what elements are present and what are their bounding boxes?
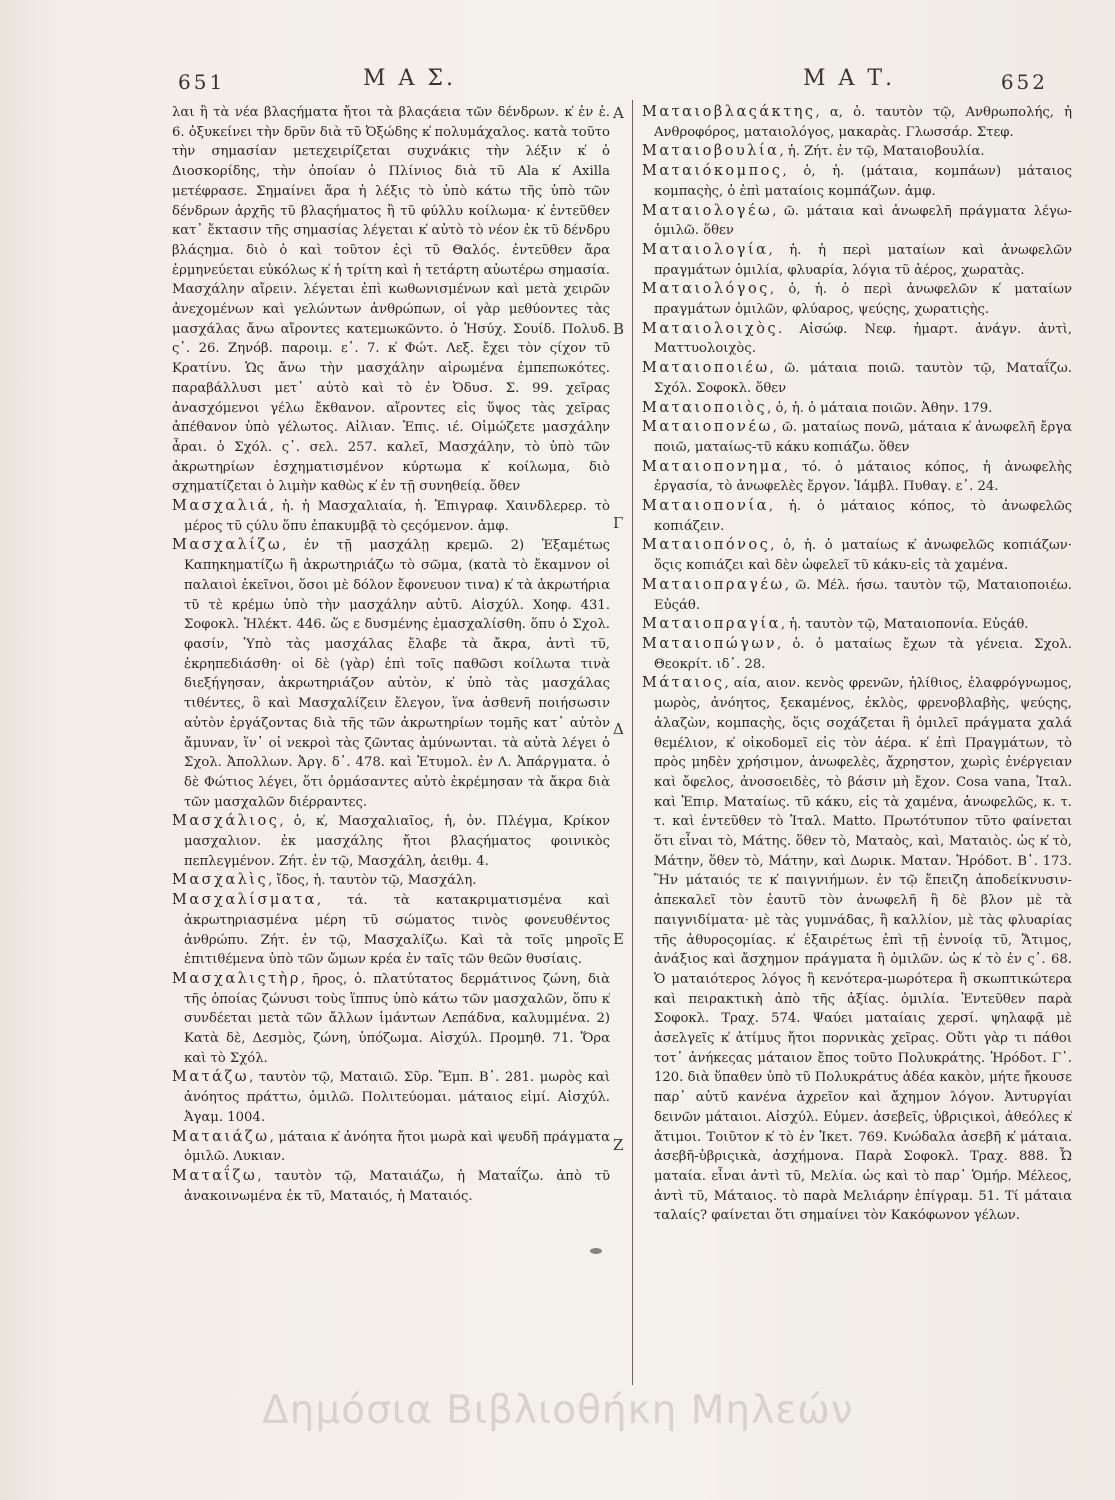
entry-definition: , ἴδος, ἡ. ταυτὸν τῷ, Μασχάλη. [268, 873, 477, 889]
right-running-head: Μ Α Τ. [803, 66, 896, 91]
entry-definition: , αία, αιον. κενὸς φρενῶν, ἠλίθιος, ἐλαφρόγνωμος, μωρὸς, ἀνόητος, ξεκαμένος, ἐκλὸς, φρενοβλαβὴς, ψεύςης, ἀλαζὼν, κομπαςὴς, ὅςις σοχάζεται ἢ ὁμιλεῖ πράγματα χαλά θεμέλιον, κ̕ οἰκοδομεῖ εἰς τὸν ἀέρα. κ̕ ἐπὶ Πραγμάτων, τὸ πρὸς μηδὲν χρήσιμον, ἀνωφελὲς, ἄχρηστον, χωρὶς ἐνέργειαν καὶ ὄφελος, ἀνοσοειδὲς, τὸ βάσιν μὴ ἔχον. Cosa vana, Ἰταλ. καὶ Ἐπιρ. Ματαίως. τῦ κάκυ, εἰς τὰ χαμένα, ἀνωφελῶς, κ. τ. τ. καὶ ἐντεῦθεν τὸ Ἰταλ. Matto. Πρωτότυπον τῦτο φαίνεται ὅτι εἶναι τὸ, Μάτης. ὅθεν τὸ, Ματαὸς, καὶ, Ματαιὸς. ὡς κ̕ τὸ, Μάτην, ὅθεν τὸ, Μάτην, καὶ Δωρικ. Ματαν. Ἡρόδοτ. Β᾽. 173. Ἢν μάταιός τε κ̕ παιγνιήμων. ἐν τῷ ἔπειζη ἀποδείκνυσιν-ἀπεκαλεῖ τὸν ἑαυτῦ τὸν ἀνωφελῆ ἢ δὲ βλον μὲ τὰ παιγνιδίματα· μὲ τὰς γυμνάδας, ἢ καλλίον, μὲ τὰς φλυαρίας τῆς ἀθυροςομίας. κ̕ ἐξαιρέτως ἐπὶ τῇ ἐννοίᾳ τῦ, Ἄτιμος, ἀνάξιος καὶ ἄσχημον πράγματα ἢ ὁμιλῶν. ὡς κ̕ τὸ ἐν ς᾽. 68. Ὁ ματαιότερος λόγος ἢ κενότερα-μωρότερα ἢ σκωπτικώτερα καὶ πειρακτικὴ ἀπὸ τῆς ἀξίας. ὁμιλία. Ἐντεῦθεν παρὰ Σοφοκλ. Τραχ. 574. Ψαύει ματαίαις χερσί. ψηλαφᾷ μὲ ἀσελγεῖς κ̕ ἀτίμυς ἤτοι πορνικὰς χεῖρας. Οὔτι γὰρ τι πάθοι τοτ᾽ ἀνήκεςας μάταιον ἔπος τοῦτο Πολυκράτης. Ἡρόδοτ. Γ᾽. 120. διὰ ὕπαθεν ὑπὸ τῦ Πολυκράτυς ἀδέα κακὸν, μήτε ἤκουσε παρ᾽ αὐτῦ κανένα ἀχρεῖον καὶ ἄχημον λόγον. Ἀντυργίαι δεινῶν μάταιοι. Αἰσχύλ. Εὐμεν. ἀσεβεῖς, ὑβριςικοὶ, ἀθεόλες κ̕ ἄτιμοι. Τοιῦτον κ̕ τὸ ἐν Ἱκετ. 769. Κνώδαλα ἀσεβῆ κ̕ μάταια. ἀσεβῆ-ὑβριςικὰ, ἀσχήμονα. Παρὰ Σοφοκλ. Τραχ. 888. Ὦ ματαία. εἶναι ἀντὶ τῦ, Μελία. ὡς καὶ τὸ παρ᾽ Ὁμήρ. Μέλεος, ἀντὶ τῦ, Μάταιος. τὸ παρὰ Μελιάρην ἐπίγραμ. 51. Τί μάταια ταλαίς? φαίνεται ὅτι σημαίνει τὸν Κακόφωνον γέλων. [654, 676, 1072, 1224]
entry-lemma: Ματαιοπονέω [642, 419, 773, 436]
entry-lemma: Ματαιοποιὸς [642, 399, 768, 416]
entry-lemma: Ματαιοπονία [642, 498, 769, 515]
left-column [172, 103, 610, 1383]
dictionary-entry [172, 1068, 610, 1127]
dictionary-entry [642, 103, 1072, 142]
entry-definition: , ῶ. μάταια καὶ ἀνωφελῆ πράγματα λέγω-ὁμιλῶ. ὅθεν [654, 203, 1072, 239]
entry-lemma: Μασχαλίζω [172, 537, 283, 554]
dictionary-entry [642, 162, 1072, 201]
entry-definition: , ῶ. Μέλ. ήσω. ταυτὸν τῷ, Ματαιοποιέω. Εὐςάθ. [654, 577, 1072, 613]
entry-definition: , ταυτὸν τῷ, Ματαιάζω, ἡ Ματαΐζω. ἀπὸ τῦ ἀνακοινωμένα ἐκ τῦ, Ματαιός, ἡ Ματαιός. [184, 1168, 610, 1204]
section-marker: Ε [613, 930, 624, 948]
dictionary-entry [172, 812, 610, 871]
dictionary-entry [642, 320, 1072, 359]
entry-definition: , ἡ. ὁ μάταιος κόπος, τὸ ἀνωφελῶς κοπιάζειν. [654, 499, 1072, 534]
dictionary-entry [642, 674, 1072, 1226]
dictionary-entry [642, 418, 1072, 457]
entry-definition: , ἡ. Ζήτ. ἐν τῷ, Ματαιοβουλία. [779, 144, 985, 160]
dictionary-entry [172, 497, 610, 536]
entry-lemma: Ματαιάζω [172, 1128, 270, 1145]
dictionary-entry [172, 871, 610, 891]
entry-definition: , ὁ. ὁ ματαίως ἔχων τὰ γένεια. Σχολ. Θεοκρίτ. ιδ᾽. 28. [654, 636, 1072, 672]
entry-lemma: Ματαιοπονημα [642, 458, 784, 475]
section-marker: Α [613, 104, 624, 122]
entry-definition: , ὁ, ἡ. ὁ περὶ ἀνωφελῶν κ̕ ματαίων πραγμάτων ὁμιλῶν, φλύαρος, ψεύςης, χωρατιςὴς. [654, 282, 1072, 318]
entry-definition: . Αἰσώφ. Νεφ. ἡμαρτ. ἀνάγν. ἀντὶ, Ματτυολοιχὸς. [654, 321, 1072, 357]
entry-definition: , α, ὁ. ταυτὸν τῷ, Ανθρωπολής, ἡ Ανθροφόρος, ματαιολόγος, μακαρὰς. Γλωσσάρ. Στεφ. [654, 105, 1072, 140]
entry-definition: , ῆρος, ὁ. πλατύτατος δερμάτινος ζώνη, διὰ τῆς ὁποίας ζώνυσι τοὺς ἵππυς ὑπὸ κάτω τῶν μασχαλῶν, ὅπυ κ̕ συνδέεται μετὰ τῶν ἄλλων ἱμάντων Λεπάδνα, καλυμμένα. 2) Κατὰ δὲ, Δεσμὸς, ζώνη, ὑπόζωμα. Αἰσχύλ. Προμηθ. 71. Ὅρα καὶ τὸ Σχόλ. [184, 971, 610, 1066]
entry-lemma: Μασχαλίσματα [172, 892, 317, 909]
dictionary-entry [642, 576, 1072, 615]
entry-definition: , ὁ, ἡ. ὁ μάταια ποιῶν. Ἀθην. 179. [767, 400, 993, 416]
entry-definition: λαι ἢ τὰ νέα βλαςήματα ἤτοι τὰ βλαςάεια τῶν δένδρων. κ̕ ἐν ἑ. 6. ὀξυκείνει τὴν δρῦν διὰ τῦ Ὀξώδης κ̕ πολυμάχαλος. κατὰ τοῦτο τὴν σημασίαν μετεχειρίζεται συχνάκις τὴν λέξιν κ̕ ὁ Διοσκορίδης, τὴν ὁποίαν ὁ Πλίνιος διὰ τῦ Ala κ̕ Axilla μετέφρασε. Σημαίνει ἄρα ἡ λέξις τὸ ὑπὸ κάτω τῆς ὑπὸ τῶν δένδρων ἀρχῆς τῦ βλαςήματος ἢ τῦ φύλλυ κοίλωμα· κ̕ ἐντεῦθεν κατ᾽ ἔκτασιν τῆς σημασίας λέγεται κ̕ αὐτὸ τὸ νέον ἐκ τῦ δένδρυ βλάςημα. διὸ ὁ καὶ τοῦτον ἐςὶ τῦ Θαλός. ἐντεῦθεν ἄρα ἑρμηνεύεται εὐκόλως κ̕ ἡ τρίτη καὶ ἡ τετάρτη αὐωτέρω σημασία. Μασχάλην αἴρειν. λέγεται ἐπὶ κωθωνισμένων καὶ μετὰ χειρῶν ἀνεχομένων καὶ γελώντων ἀνθρώπων, οἱ γὰρ μεθύοντες τὰς μασχάλας ἄνω αἴροντες κατεμωκῶντο. ὁ Ἡσύχ. Σουίδ. Πολυδ. ς᾽. 26. Ζηνόβ. παροιμ. ε᾽. 7. κ̕ Φώτ. Λεξ. ἔχει τὸν ςίχον τῦ Κρατίνυ. Ὡς ἄνω τὴν μασχάλην αἰρωμένα ἐμπεπωκότες. παραβάλλυσι μετ᾽ αὐτὸ καὶ τὸ ἐν Ὀδυσ. Σ. 99. χεῖρας ἀνασχόμενοι γέλω ἔκθανον. αἴροντες εἰς ὕψος τὰς χεῖρας ἀπέθανον ὑπὸ γέλωτος. Αἰλιαν. Ἐπις. ιέ. Οἰμώζετε μασχάλην ἆραι. ὁ Σχόλ. ς᾽. σελ. 257. καλεῖ, Μασχάλην, τὸ ὑπὸ τῶν ἀκρωτηρίων ἐσχηματισμένον κύρτωμα κ̕ κοίλωμα, διὸ σχηματίζεται ὁ λιμὴν καθὼς κ̕ ἐν τῇ συνηθείᾳ. ὅθεν [172, 105, 610, 495]
left-page-number: 651 [178, 70, 226, 94]
dictionary-entry [642, 280, 1072, 319]
entry-lemma: Ματαιολόγος [642, 281, 770, 298]
dictionary-entry [172, 1128, 610, 1167]
entry-lemma: Ματαιολογέω [642, 202, 773, 219]
entry-definition: , ἡ. ταυτὸν τῷ, Ματαιοπονία. Εὐςάθ. [780, 617, 1029, 633]
entry-lemma: Ματαιόκομπος [642, 163, 783, 180]
entry-lemma: Ματαιοβλαςάκτης [642, 104, 816, 120]
page-header [178, 62, 1068, 102]
section-markers [610, 100, 632, 1400]
section-marker: Β [613, 320, 625, 338]
entry-lemma: Ματαιοπραγία [642, 616, 781, 633]
entry-definition: , ἡ. ἡ Μασχαλιαία, ἡ. Ἐπιγραφ. Χαινδλερερ. τὸ μέρος τῦ ςύλυ ὅπυ ἐπακυμβᾷ τὸ ςεςόμενον. ἀμφ. [184, 499, 610, 534]
entry-lemma: Μασχαλιά [172, 498, 270, 515]
entry-lemma: Ματαιολογία [642, 241, 769, 258]
right-column [642, 103, 1072, 1403]
dictionary-entry [642, 615, 1072, 635]
column-divider [632, 100, 633, 1385]
dictionary-entry [642, 458, 1072, 497]
dictionary-entry [642, 497, 1072, 536]
entry-lemma: Ματαιοποιέω [642, 360, 770, 377]
dictionary-entry [172, 103, 610, 497]
right-page-number: 652 [1000, 70, 1048, 94]
dictionary-entry [642, 536, 1072, 575]
dictionary-entry [172, 1167, 610, 1206]
entry-lemma: Ματαιοπώγων [642, 635, 778, 652]
entry-definition: , ἐν τῇ μασχάλῃ κρεμῶ. 2) Ἐξαμέτως Καπηκηματίζω ἢ ἀκρωτηριάζω τὸ σῶμα, (κατὰ τὸ ἔκαμνον οἱ παλαιοὶ ἐκεῖνοι, ὅσοι μὲ δόλον ἔφονευον τινα) κ̕ τὰ ἀκρωτήρια τῦ τὲ κρέμω ὑπὸ τὴν μασχάλην αὐτῦ. Αἰσχύλ. Χοηφ. 431. Σοφοκλ. Ἠλέκτ. 446. ὥς ε δυσμένης ἐμασχαλίσθη. ὅπυ ὁ Σχολ. φασίν, Ὑπὸ τὰς μασχάλας ἔλαβε τὰ ἄκρα, ἀντὶ τῦ, ἐκρηπεδιάσθη· οἱ δὲ (γὰρ) ἐπὶ τοῖς παθῶσι κοίλωτα τινὰ διεξήγησαν, ἀκρωτηριάζον αὐτὸν, κ̕ ὑπὸ τὰς μασχάλας τιθέντες, ὃ καὶ Μασχαλίζειν ἔλεγον, ἵνα ἀσθενῆ ποιήσωσιν αὐτὸν ἐργάζοντας διὰ τῆς τῶν ἀκρωτηρίων τομῆς κατ᾽ αὐτὸν ἄμυναν, ἵν᾽ οἱ νεκροὶ τὰς ζῶντας ἀμύνωνται. τὰ αὐτὰ λέγει ὁ Σχολ. Ἀπολλων. Ἀργ. δ᾽. 478. καὶ Ἐτυμολ. ἐν Λ. Ἀπάργματα. ὁ δὲ Φώτιος λέγει, ὅτι ὁρμάσαντες αὐτὸ ἐκρέμησαν τὰ ἄκρα διὰ τῶν μασχαλῶν διέρραντες. [184, 538, 610, 810]
entry-definition: , ὁ, κ̕, Μασχαλιαῖος, ἡ, ὁν. Πλέγμα, Κρίκον μασχαλιον. ἐκ μασχάλης ἤτοι βλαςήματος φοινικὸς πεπλεγμένον. Ζήτ. ἐν τῷ, Μασχάλη, ἀειθμ. 4. [184, 814, 610, 869]
dictionary-entry [642, 142, 1072, 162]
entry-definition: , ὁ, ἡ. ὁ ματαίως κ̕ ἀνωφελῶς κοπιάζων· ὅςις κοπιάζει καὶ δὲν ὠφελεῖ τῦ κάκυ-εἰς τὰ χαμένα. [654, 538, 1072, 574]
entry-lemma: Ματάζω [172, 1069, 250, 1086]
entry-definition: , ὁ, ἡ. (μάταια, κομπάων) μάταιος κομπαςὴς, ὁ ἐπὶ ματαίοις κομπάζων. ἀμφ. [654, 164, 1072, 199]
dictionary-entry [642, 635, 1072, 674]
section-marker: Ζ [613, 1136, 624, 1154]
entry-lemma: Μασχαλὶς [172, 872, 269, 889]
dictionary-entry [172, 536, 610, 812]
entry-definition: , ῶ. μάταια ποιῶ. ταυτὸν τῷ, Ματαΐζω. Σχόλ. Σοφοκλ. ὅθεν [654, 361, 1072, 396]
dictionary-entry [642, 399, 1072, 419]
entry-lemma: Ματαΐζω [172, 1167, 258, 1184]
dictionary-entry [642, 202, 1072, 241]
entry-lemma: Μασχάλιος [172, 813, 280, 830]
entry-lemma: Μάταιος [642, 675, 725, 692]
entry-lemma: Ματαιοπραγέω [642, 576, 785, 593]
entry-definition: , ταυτὸν τῷ, Ματαιῶ. Σῦρ. Ἔμπ. Β᾽. 281. μωρὸς καὶ ἀνόητος πράττω, ὁμιλῶ. Πολιτεύομαι. μάταιος εἰμί. Αἰσχύλ. Ἀγαμ. 1004. [184, 1070, 610, 1125]
entry-lemma: Ματαιοβουλία [642, 143, 780, 160]
entry-definition: , ῶ. ματαίως πονῶ, μάταια κ̕ ἀνωφελῆ ἔργα ποιῶ, ματαίως-τῦ κάκυ κοπιάζω. ὅθεν [654, 420, 1072, 455]
entry-definition: , τό. ὁ μάταιος κόπος, ἡ ἀνωφελὴς ἐργασία, τὸ ἀνωφελὲς ἔργον. Ἰάμβλ. Πυθαγ. ε᾽. 24. [654, 459, 1072, 495]
dictionary-entry [642, 241, 1072, 280]
entry-lemma: Μασχαλιςτὴρ [172, 970, 301, 987]
dictionary-entry [642, 359, 1072, 398]
library-watermark: Δημόσια Βιβλιοθήκη Μηλεών [262, 1388, 854, 1433]
section-marker: Δ [613, 720, 624, 738]
left-running-head: Μ Α Σ. [363, 66, 456, 91]
dictionary-entry [172, 891, 610, 970]
entry-definition: , τά. τὰ κατακριματισμένα καὶ ἀκρωτηριασμένα μέρη τῦ σώματος τινὸς φονευθέντος ἀνθρώπυ. Ζήτ. ἐν τῷ, Μασχαλίζω. Καὶ τὰ τοῖς μηροῖς ἐπιτιθέμενα ὑπὸ τῶν ὤμων κρέα ἐν ταῖς τῶν θεῶν θυσίαις. [184, 893, 610, 968]
entry-lemma: Ματαιολοιχὸς [642, 320, 779, 337]
entry-definition: , ἡ. ἡ περὶ ματαίων καὶ ἀνωφελῶν πραγμάτων ὁμιλία, φλυαρία, λόγια τῦ ἀέρος, χωρατὰς. [654, 242, 1072, 278]
ink-spot [590, 1248, 602, 1254]
section-marker: Γ [613, 514, 624, 532]
entry-definition: , μάταια κ̕ ἀνόητα ἤτοι μωρὰ καὶ ψευδῆ πράγματα ὁμιλῶ. Λυκιαν. [184, 1129, 610, 1165]
dictionary-entry [172, 970, 610, 1069]
entry-lemma: Ματαιοπόνος [642, 537, 771, 554]
